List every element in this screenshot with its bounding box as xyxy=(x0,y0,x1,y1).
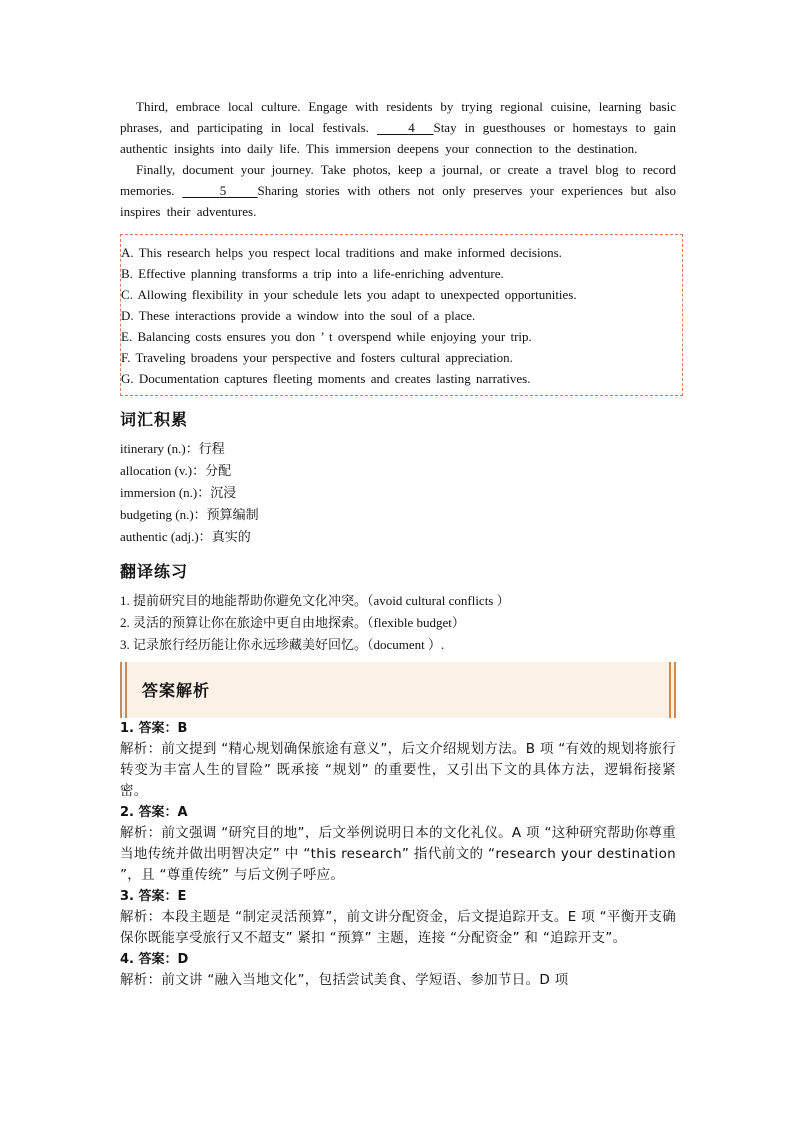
answer-section-title: 答案解析 xyxy=(142,681,211,700)
answer-heading: 3. 答案：E xyxy=(120,889,187,904)
passage-text: Finally, document your journey. Take photos, keep a journal, or create a travel blog to record memories. xyxy=(120,162,676,198)
vocab-item: allocation (v.)：分配 xyxy=(120,463,232,479)
translation-list xyxy=(120,590,676,656)
vocab-item: budgeting (n.)：预算编制 xyxy=(120,507,259,523)
answer-explanation: 解析：前文讲 “融入当地文化”，包括尝试美食、学短语、参加节日。D 项 xyxy=(120,972,569,988)
banner-bar xyxy=(120,662,122,718)
banner-bar xyxy=(674,662,676,718)
vocab-title: 词汇积累 xyxy=(120,410,189,429)
option-a: A. This research helps you respect local traditions and make informed decisions. xyxy=(121,245,562,260)
option-f: F. Traveling broadens your perspective and fosters cultural appreciation. xyxy=(121,350,513,365)
banner-bar xyxy=(669,662,671,718)
passage-text: Third, embrace local culture. Engage with residents by trying regional cuisine, learning basic phrases, and participating in local festivals. xyxy=(120,99,676,135)
vocab-list xyxy=(120,438,676,548)
vocab-item: itinerary (n.)：行程 xyxy=(120,441,225,457)
vocab-item: immersion (n.)：沉浸 xyxy=(120,485,237,501)
vocab-item: authentic (adj.)：真实的 xyxy=(120,529,251,545)
translation-item: 2. 灵活的预算让你在旅途中更自由地探索。（flexible budget） xyxy=(120,615,465,631)
answer-section-banner xyxy=(120,662,676,718)
passage-paragraph-4 xyxy=(120,159,676,222)
option-d: D. These interactions provide a window into the soul of a place. xyxy=(121,308,476,323)
answer-explanation: 解析：前文强调 “研究目的地”，后文举例说明日本的文化礼仪。A 项 “这种研究帮助你尊重当地传统并做出明智决定” 中 “this research” 指代前文的 “research your destination ”，且 “尊重传统” 与后文例子呼应。 xyxy=(120,825,676,883)
banner-bar xyxy=(125,662,127,718)
answer-heading: 2. 答案：A xyxy=(120,805,188,820)
answer-heading: 1. 答案：B xyxy=(120,721,188,736)
translation-item: 3. 记录旅行经历能让你永远珍藏美好回忆。（document ）. xyxy=(120,637,445,653)
options-box xyxy=(120,234,683,396)
answer-list xyxy=(120,718,676,991)
blank-4[interactable]: 4 xyxy=(408,120,415,135)
answer-explanation: 解析：本段主题是 “制定灵活预算”，前文讲分配资金，后文提追踪开支。E 项 “平衡开支确保你既能享受旅行又不超支” 紧扣 “预算” 主题，连接 “分配资金” 和 “追踪开支”。 xyxy=(120,909,676,946)
blank-5[interactable]: 5 xyxy=(219,183,227,198)
option-g: G. Documentation captures fleeting moments and creates lasting narratives. xyxy=(121,371,531,386)
option-b: B. Effective planning transforms a trip into a life-enriching adventure. xyxy=(121,266,504,281)
answer-heading: 4. 答案：D xyxy=(120,952,189,967)
option-c: C. Allowing flexibility in your schedule lets you adapt to unexpected opportunities. xyxy=(121,287,577,302)
passage-text: Stay in guesthouses or homestays to gain authentic insights into daily life. This immersion deepens your connection to the destination. xyxy=(120,120,677,156)
answer-explanation: 解析：前文提到 “精心规划确保旅途有意义”，后文介绍规划方法。B 项 “有效的规划将旅行转变为丰富人生的冒险” 既承接 “规划” 的重要性，又引出下文的具体方法，逻辑衔接紧密。 xyxy=(120,741,676,799)
translation-item: 1. 提前研究目的地能帮助你避免文化冲突。（avoid cultural conflicts ） xyxy=(120,593,510,609)
translation-title: 翻译练习 xyxy=(120,562,189,581)
passage-text: Sharing stories with others not only preserves your experiences but also inspires their adventures. xyxy=(120,183,676,219)
passage-paragraph-3 xyxy=(120,96,676,159)
option-e: E. Balancing costs ensures you don ’ t overspend while enjoying your trip. xyxy=(121,329,532,344)
worksheet-page xyxy=(120,96,676,991)
